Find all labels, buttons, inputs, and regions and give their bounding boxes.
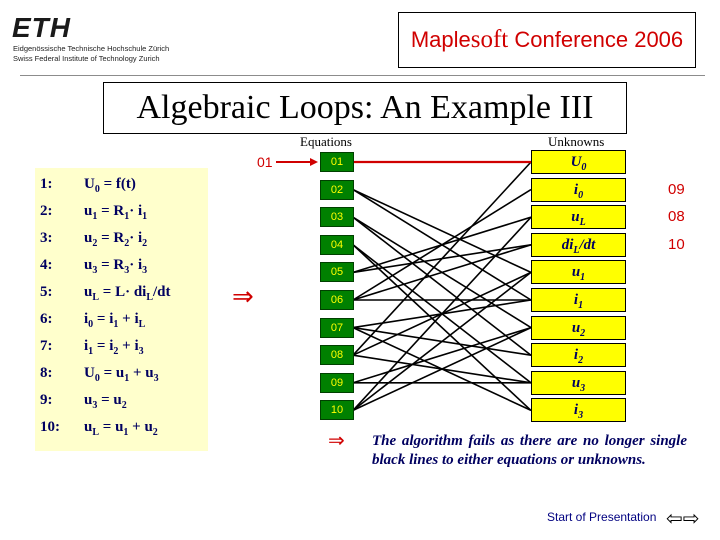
equation-number: 5: [40,284,53,300]
equation-expression: $U_0 = u_1 + u_3$ [84,365,159,384]
unknown-node-4: $di_L/dt$ [531,233,626,257]
equation-node-05: 05 [320,262,354,282]
equation-expression: $u_L = L\cdot di_L/dt$ [84,284,171,303]
unknown-node-6: $i_1$ [531,288,626,312]
order-label: 08 [668,208,685,226]
conference-prefix: Maple [410,27,471,52]
conference-soft: soft [470,26,509,53]
equation-expression: $u_3 = u_2$ [84,392,127,411]
edge-line [353,190,531,273]
unknown-node-2: $i_0$ [531,178,626,202]
unknown-node-7: $u_2$ [531,316,626,340]
equation-node-10: 10 [320,400,354,420]
equation-node-01: 01 [320,152,354,172]
implies-icon: ⇒ [232,282,254,311]
equation-expression: $u_3 = R_3\cdot i_3$ [84,257,148,276]
equation-number: 7: [40,338,53,354]
conclusion-arrow-icon: ⇒ [328,430,345,452]
institution-german: Eidgenössische Technische Hochschule Zürich [13,44,170,53]
order-label: 09 [668,180,685,198]
equation-node-07: 07 [320,318,354,338]
unknown-node-5: $u_1$ [531,260,626,284]
slide-title: Algebraic Loops: An Example III [103,82,627,134]
equation-expression: $U_0 = f(t)$ [84,176,136,195]
start-of-presentation-link[interactable]: Start of Presentation [547,510,657,524]
edge-line [353,245,531,300]
edge-line [353,328,531,383]
equation-number: 10: [40,419,60,435]
equation-number: 1: [40,176,53,192]
unknown-node-3: $u_L$ [531,205,626,229]
order-label: 10 [668,235,685,253]
equation-expression: $u_1 = R_1\cdot i_1$ [84,203,148,222]
unknown-node-8: $i_2$ [531,343,626,367]
unknown-node-9: $u_3$ [531,371,626,395]
equation-expression: $u_2 = R_2\cdot i_2$ [84,230,148,249]
edge-line [353,162,531,355]
equation-number: 8: [40,365,53,381]
equation-node-03: 03 [320,207,354,227]
equation-node-02: 02 [320,180,354,200]
equation-number: 9: [40,392,53,408]
assignment-arrow-head [310,158,318,166]
equation-node-08: 08 [320,345,354,365]
conclusion-text: The algorithm fails as there are no longer single black lines to either equations or unknowns. [372,433,687,468]
equation-number: 2: [40,203,53,219]
edge-line [353,217,531,410]
equation-number: 3: [40,230,53,246]
nav-arrows-icon[interactable]: ⇦⇨ [666,508,700,530]
equations-header: Equations [300,134,352,149]
conference-suffix: Conference 2006 [508,27,684,52]
edge-line [353,245,531,411]
unknowns-header: Unknowns [548,134,605,149]
edge-line [353,217,531,355]
eth-logo: ETH [12,12,71,43]
equation-node-04: 04 [320,235,354,255]
edge-line [353,272,531,410]
equation-number: 6: [40,311,53,327]
assignment-label: 01 [257,154,273,170]
equation-expression: $i_0 = i_1 + i_L$ [84,311,146,330]
equation-expression: $i_1 = i_2 + i_3$ [84,338,144,357]
equation-number: 4: [40,257,53,273]
unknown-node-1: $U_0$ [531,150,626,174]
equation-node-09: 09 [320,373,354,393]
unknown-node-10: $i_3$ [531,398,626,422]
equation-expression: $u_L = u_1 + u_2$ [84,419,158,438]
institution-english: Swiss Federal Institute of Technology Zurich [13,54,160,63]
equation-node-06: 06 [320,290,354,310]
